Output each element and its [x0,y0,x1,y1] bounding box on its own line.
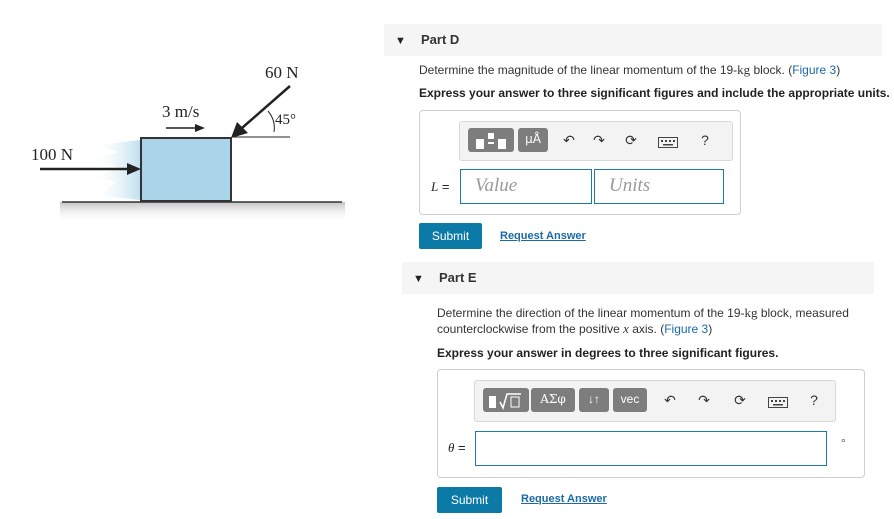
redo-icon[interactable]: ↷ [593,132,605,148]
part-e-title: Part E [439,270,477,285]
collapse-triangle-icon[interactable]: ▼ [395,35,406,47]
redo-icon[interactable]: ↷ [698,392,710,408]
part-e-instruction: Express your answer in degrees to three significant figures. [437,346,779,360]
prompt-text: Determine the magnitude of the linear momentum of the 19- [419,63,738,77]
undo-icon[interactable]: ↶ [664,392,676,408]
unit-kg: kg [744,305,758,320]
part-d-submit-button[interactable]: Submit [419,223,482,249]
part-e-variable-label [448,440,466,456]
prompt-text: Determine the direction of the linear momentum of the 19- [437,306,745,320]
angle-label: 45° [275,112,296,128]
variable-symbol: L [431,179,439,194]
prompt-text: ) [708,322,713,336]
collapse-triangle-icon[interactable]: ▼ [413,273,424,285]
part-e-toolbar [474,380,836,422]
undo-icon[interactable]: ↶ [563,132,575,148]
part-d-instruction: Express your answer to three significant figures and include the appropriate units. [419,86,890,100]
part-e-prompt [437,305,887,337]
prompt-text: block, measured [757,306,849,320]
value-input[interactable]: Value [460,169,592,204]
units-button[interactable]: μÅ [518,128,548,152]
part-e-submit-button[interactable]: Submit [437,487,502,513]
help-icon[interactable]: ? [810,392,818,408]
prompt-text: axis. ( [628,322,665,336]
reset-icon[interactable]: ⟳ [734,392,746,408]
block [141,138,231,201]
keyboard-icon[interactable] [768,397,788,408]
part-d-prompt [419,62,889,78]
part-d-answer-box [419,110,741,215]
force-top-label: 60 N [265,63,299,82]
part-d-title: Part D [421,32,460,47]
degree-unit: ° [841,436,846,450]
velocity-arrow-head [195,124,205,132]
part-e-request-answer-link[interactable]: Request Answer [521,493,607,505]
figure-link[interactable]: Figure 3 [792,63,837,77]
unit-kg: kg [737,62,751,77]
keyboard-icon[interactable] [658,137,678,148]
physics-figure [0,0,380,260]
units-input[interactable]: Units [594,169,724,204]
templates-button[interactable] [468,128,514,152]
prompt-text: counterclockwise from the positive [437,322,624,336]
ground-shade [60,202,345,222]
prompt-text: block. ( [750,63,793,77]
greek-symbols-button[interactable]: ΑΣφ [531,388,575,412]
help-icon[interactable]: ? [701,132,709,148]
part-d-request-answer-link[interactable]: Request Answer [500,230,586,242]
variable-x: x [623,321,629,336]
part-e-answer-box [437,369,865,478]
variable-symbol: θ [448,440,455,455]
part-d-header[interactable] [384,24,882,56]
angle-input[interactable] [475,431,827,466]
templates-button[interactable] [483,388,529,412]
force-left-label: 100 N [31,145,74,164]
part-d-toolbar [459,121,733,161]
velocity-label: 3 m/s [162,102,200,121]
part-e-header[interactable] [402,262,874,294]
part-d-variable-label [431,179,449,195]
templates-icon [468,128,514,152]
equals-sign: = [438,179,450,194]
templates-icon [483,388,529,412]
figure-link[interactable]: Figure 3 [664,322,709,336]
vector-button[interactable]: vec [613,388,647,412]
prompt-text: ) [836,63,841,77]
angle-arc [268,111,274,132]
reset-icon[interactable]: ⟳ [625,132,637,148]
subscript-superscript-button[interactable]: ↓↑ [579,388,609,412]
equals-sign: = [454,440,466,455]
